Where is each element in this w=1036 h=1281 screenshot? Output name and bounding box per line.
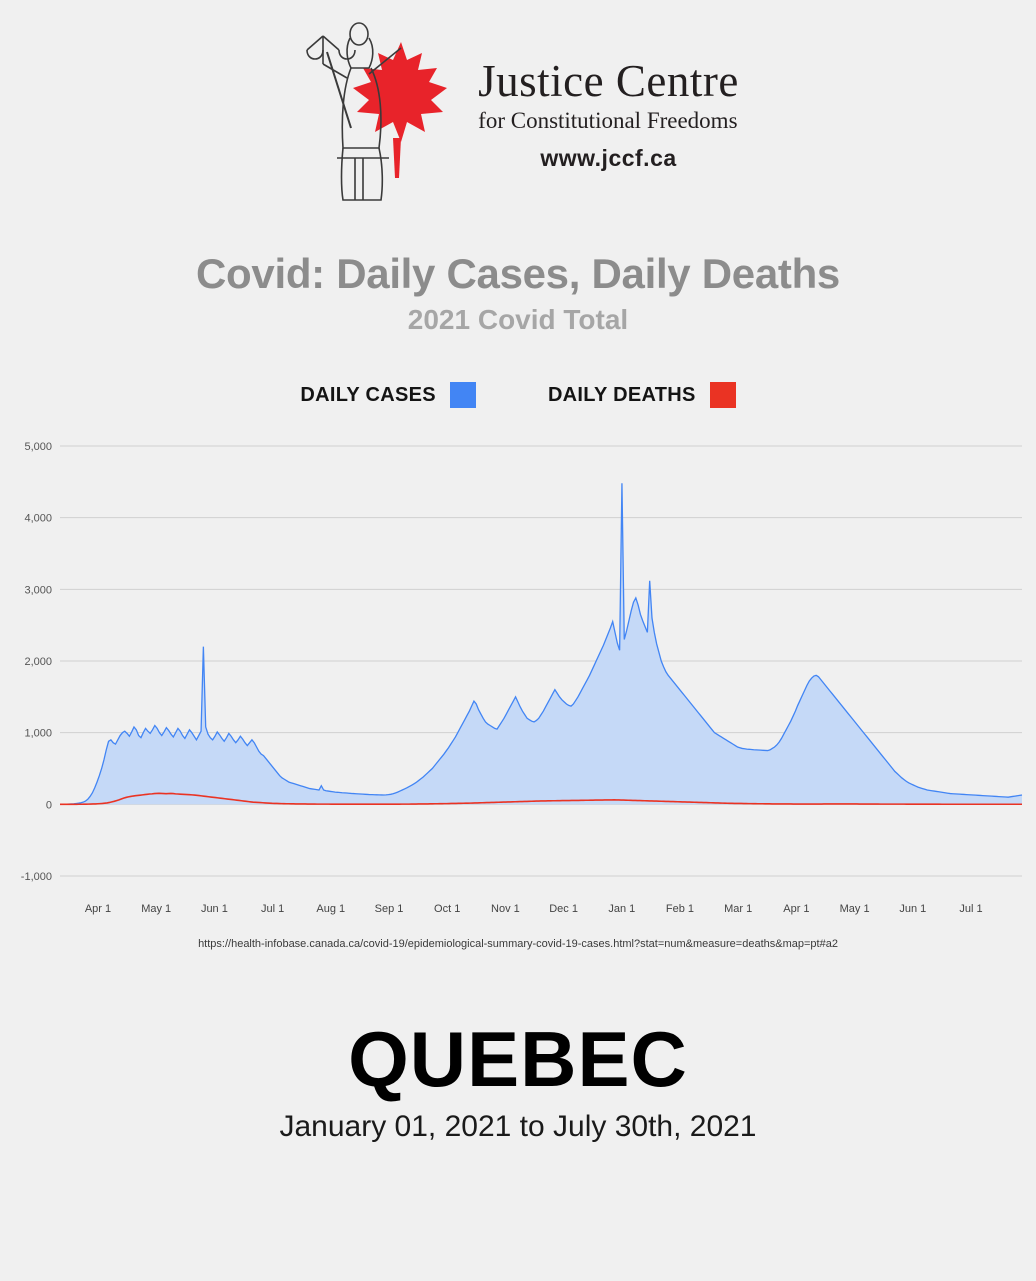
legend-item-daily-cases	[300, 382, 476, 408]
logo-url: www.jccf.ca	[540, 144, 677, 171]
x-axis-tick-label: Sep 1	[374, 903, 404, 915]
legend-item-daily-deaths	[548, 382, 736, 408]
page-title: Covid: Daily Cases, Daily Deaths	[196, 250, 840, 297]
legend-swatch-daily-cases	[450, 382, 476, 408]
x-axis-tick-label: Apr 1	[783, 903, 810, 915]
y-axis-tick-label: 5,000	[24, 441, 52, 453]
date-range: January 01, 2021 to July 30th, 2021	[279, 1110, 757, 1143]
chart-legend	[0, 382, 1036, 408]
x-axis-tick-label: Dec 1	[549, 903, 578, 915]
chart-plot-area	[0, 436, 1036, 936]
x-axis-tick-label: Aug 1	[316, 903, 346, 915]
x-axis-tick-label: May 1	[141, 903, 172, 915]
y-axis-tick-label: 2,000	[24, 656, 52, 668]
justice-scales-maple-leaf-logo	[297, 8, 472, 208]
logo-subtitle: for Constitutional Freedoms	[478, 108, 738, 134]
y-axis-tick-label: 1,000	[24, 727, 52, 740]
x-axis-tick-label: May 1	[839, 903, 870, 915]
y-axis-tick-label: 3,000	[24, 584, 52, 597]
x-axis-tick-label: Jun 1	[200, 903, 228, 915]
x-axis-tick-label: Apr 1	[84, 903, 112, 915]
x-axis-tick-label: Jul 1	[260, 903, 285, 915]
logo-title: Justice Centre	[478, 56, 739, 106]
x-axis-tick-label: Jun 1	[899, 903, 927, 915]
x-axis-tick-label: Oct 1	[434, 903, 461, 915]
y-axis-tick-label: 4,000	[24, 512, 52, 525]
x-axis-tick-label: Jan 1	[608, 903, 636, 915]
footer	[0, 1015, 1036, 1144]
x-axis-tick-label: Mar 1	[724, 903, 753, 915]
legend-label-daily-deaths: DAILY DEATHS	[547, 383, 696, 406]
x-axis-tick-label: Feb 1	[665, 903, 695, 915]
y-axis-tick-label: 0	[45, 799, 52, 812]
daily-cases-area	[60, 483, 1022, 804]
x-axis-tick-label: Nov 1	[491, 903, 520, 915]
legend-label-daily-cases: DAILY CASES	[300, 383, 436, 406]
x-axis-tick-label: Jul 1	[959, 903, 983, 915]
source-url-caption: https://health-infobase.canada.ca/covid-19/epidemiological-summary-covid-19-cases.html?stat=num&measure=deaths&map=pt#a2	[198, 938, 838, 950]
page-subtitle: 2021 Covid Total	[407, 304, 629, 335]
legend-swatch-daily-deaths	[710, 382, 736, 408]
logo-header	[0, 0, 1036, 208]
y-axis-tick-label: -1,000	[20, 871, 52, 883]
region-name: QUEBEC	[348, 1015, 688, 1103]
